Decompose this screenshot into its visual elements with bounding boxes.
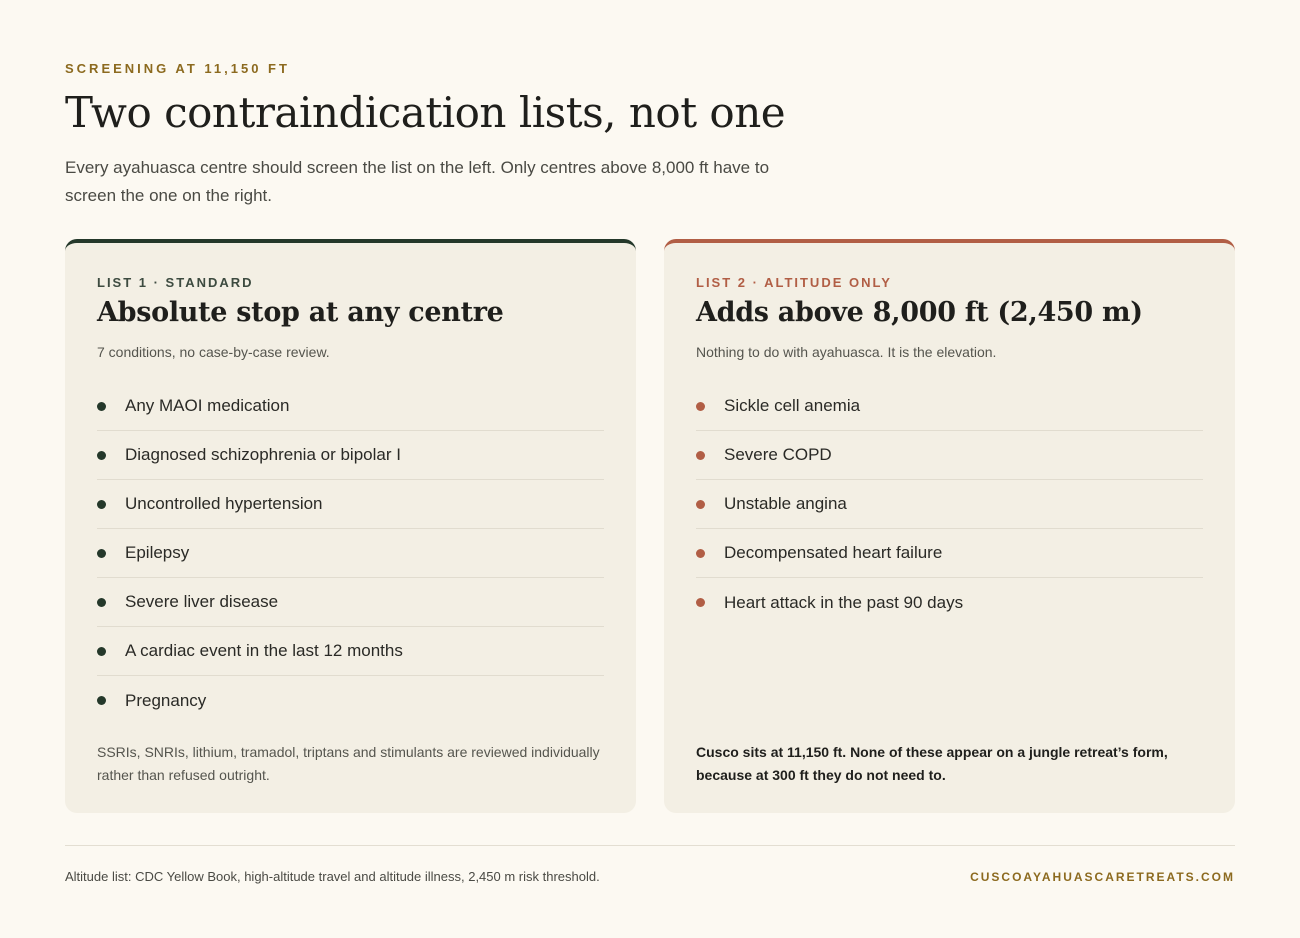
- bullet-dot-icon: [696, 598, 705, 607]
- list-item-label: Diagnosed schizophrenia or bipolar I: [125, 445, 401, 464]
- list-1-heading: Absolute stop at any centre: [97, 297, 504, 328]
- list-item: [97, 627, 604, 676]
- site-link[interactable]: CUSCOAYAHUASCARETREATS.COM: [970, 870, 1235, 884]
- list-item-label: Uncontrolled hypertension: [125, 494, 323, 513]
- bullet-dot-icon: [97, 549, 106, 558]
- intro-text: Every ayahuasca centre should screen the list on the left. Only centres above 8,000 ft have to screen the one on the right.: [65, 158, 770, 205]
- list-2-card: [664, 239, 1235, 813]
- list-item: [97, 529, 604, 578]
- bullet-dot-icon: [97, 500, 106, 509]
- bullet-dot-icon: [696, 451, 705, 460]
- list-item-label: Epilepsy: [125, 543, 190, 562]
- list-item: [696, 382, 1203, 431]
- list-item-label: Sickle cell anemia: [724, 396, 861, 415]
- list-item: [97, 431, 604, 480]
- list-item-label: Any MAOI medication: [125, 396, 290, 415]
- bullet-dot-icon: [97, 402, 106, 411]
- footer-source: Altitude list: CDC Yellow Book, high-altitude travel and altitude illness, 2,450 m risk threshold.: [65, 869, 600, 884]
- bullet-dot-icon: [97, 696, 106, 705]
- list-2-note: Cusco sits at 11,150 ft. None of these appear on a jungle retreat’s form, because at 300 ft they do not need to.: [696, 744, 1168, 783]
- list-item-label: Unstable angina: [724, 494, 847, 513]
- list-1-items: [97, 382, 604, 725]
- list-1-card: [65, 239, 636, 813]
- list-item: [97, 382, 604, 431]
- page: [65, 0, 1235, 938]
- list-item: [696, 431, 1203, 480]
- bullet-dot-icon: [97, 598, 106, 607]
- bullet-dot-icon: [696, 500, 705, 509]
- list-item-label: Heart attack in the past 90 days: [724, 592, 964, 612]
- bullet-dot-icon: [97, 647, 106, 656]
- list-item-label: Pregnancy: [125, 690, 207, 710]
- page-title: Two contraindication lists, not one: [65, 88, 786, 137]
- list-item: [97, 676, 604, 725]
- list-item-label: Decompensated heart failure: [724, 543, 943, 562]
- bullet-dot-icon: [696, 549, 705, 558]
- list-item: [696, 529, 1203, 578]
- footer-divider: [65, 845, 1235, 846]
- list-1-label: LIST 1 · STANDARD: [97, 275, 254, 290]
- list-item: [696, 480, 1203, 529]
- list-2-items: [696, 382, 1203, 627]
- bullet-dot-icon: [696, 402, 705, 411]
- list-2-subtitle: Nothing to do with ayahuasca. It is the elevation.: [696, 344, 997, 360]
- bullet-dot-icon: [97, 451, 106, 460]
- list-1-subtitle: 7 conditions, no case-by-case review.: [97, 344, 330, 360]
- list-item-label: Severe liver disease: [125, 592, 279, 611]
- list-2-label: LIST 2 · ALTITUDE ONLY: [696, 275, 892, 290]
- list-2-heading: Adds above 8,000 ft (2,450 m): [696, 297, 1143, 328]
- list-1-note: SSRIs, SNRIs, lithium, tramadol, triptans and stimulants are reviewed individually rather than refused outright.: [97, 744, 600, 783]
- list-item-label: Severe COPD: [724, 445, 832, 464]
- list-item: [97, 578, 604, 627]
- eyebrow: SCREENING AT 11,150 FT: [65, 61, 290, 76]
- list-item-label: A cardiac event in the last 12 months: [125, 641, 403, 660]
- list-item: [696, 578, 1203, 627]
- list-item: [97, 480, 604, 529]
